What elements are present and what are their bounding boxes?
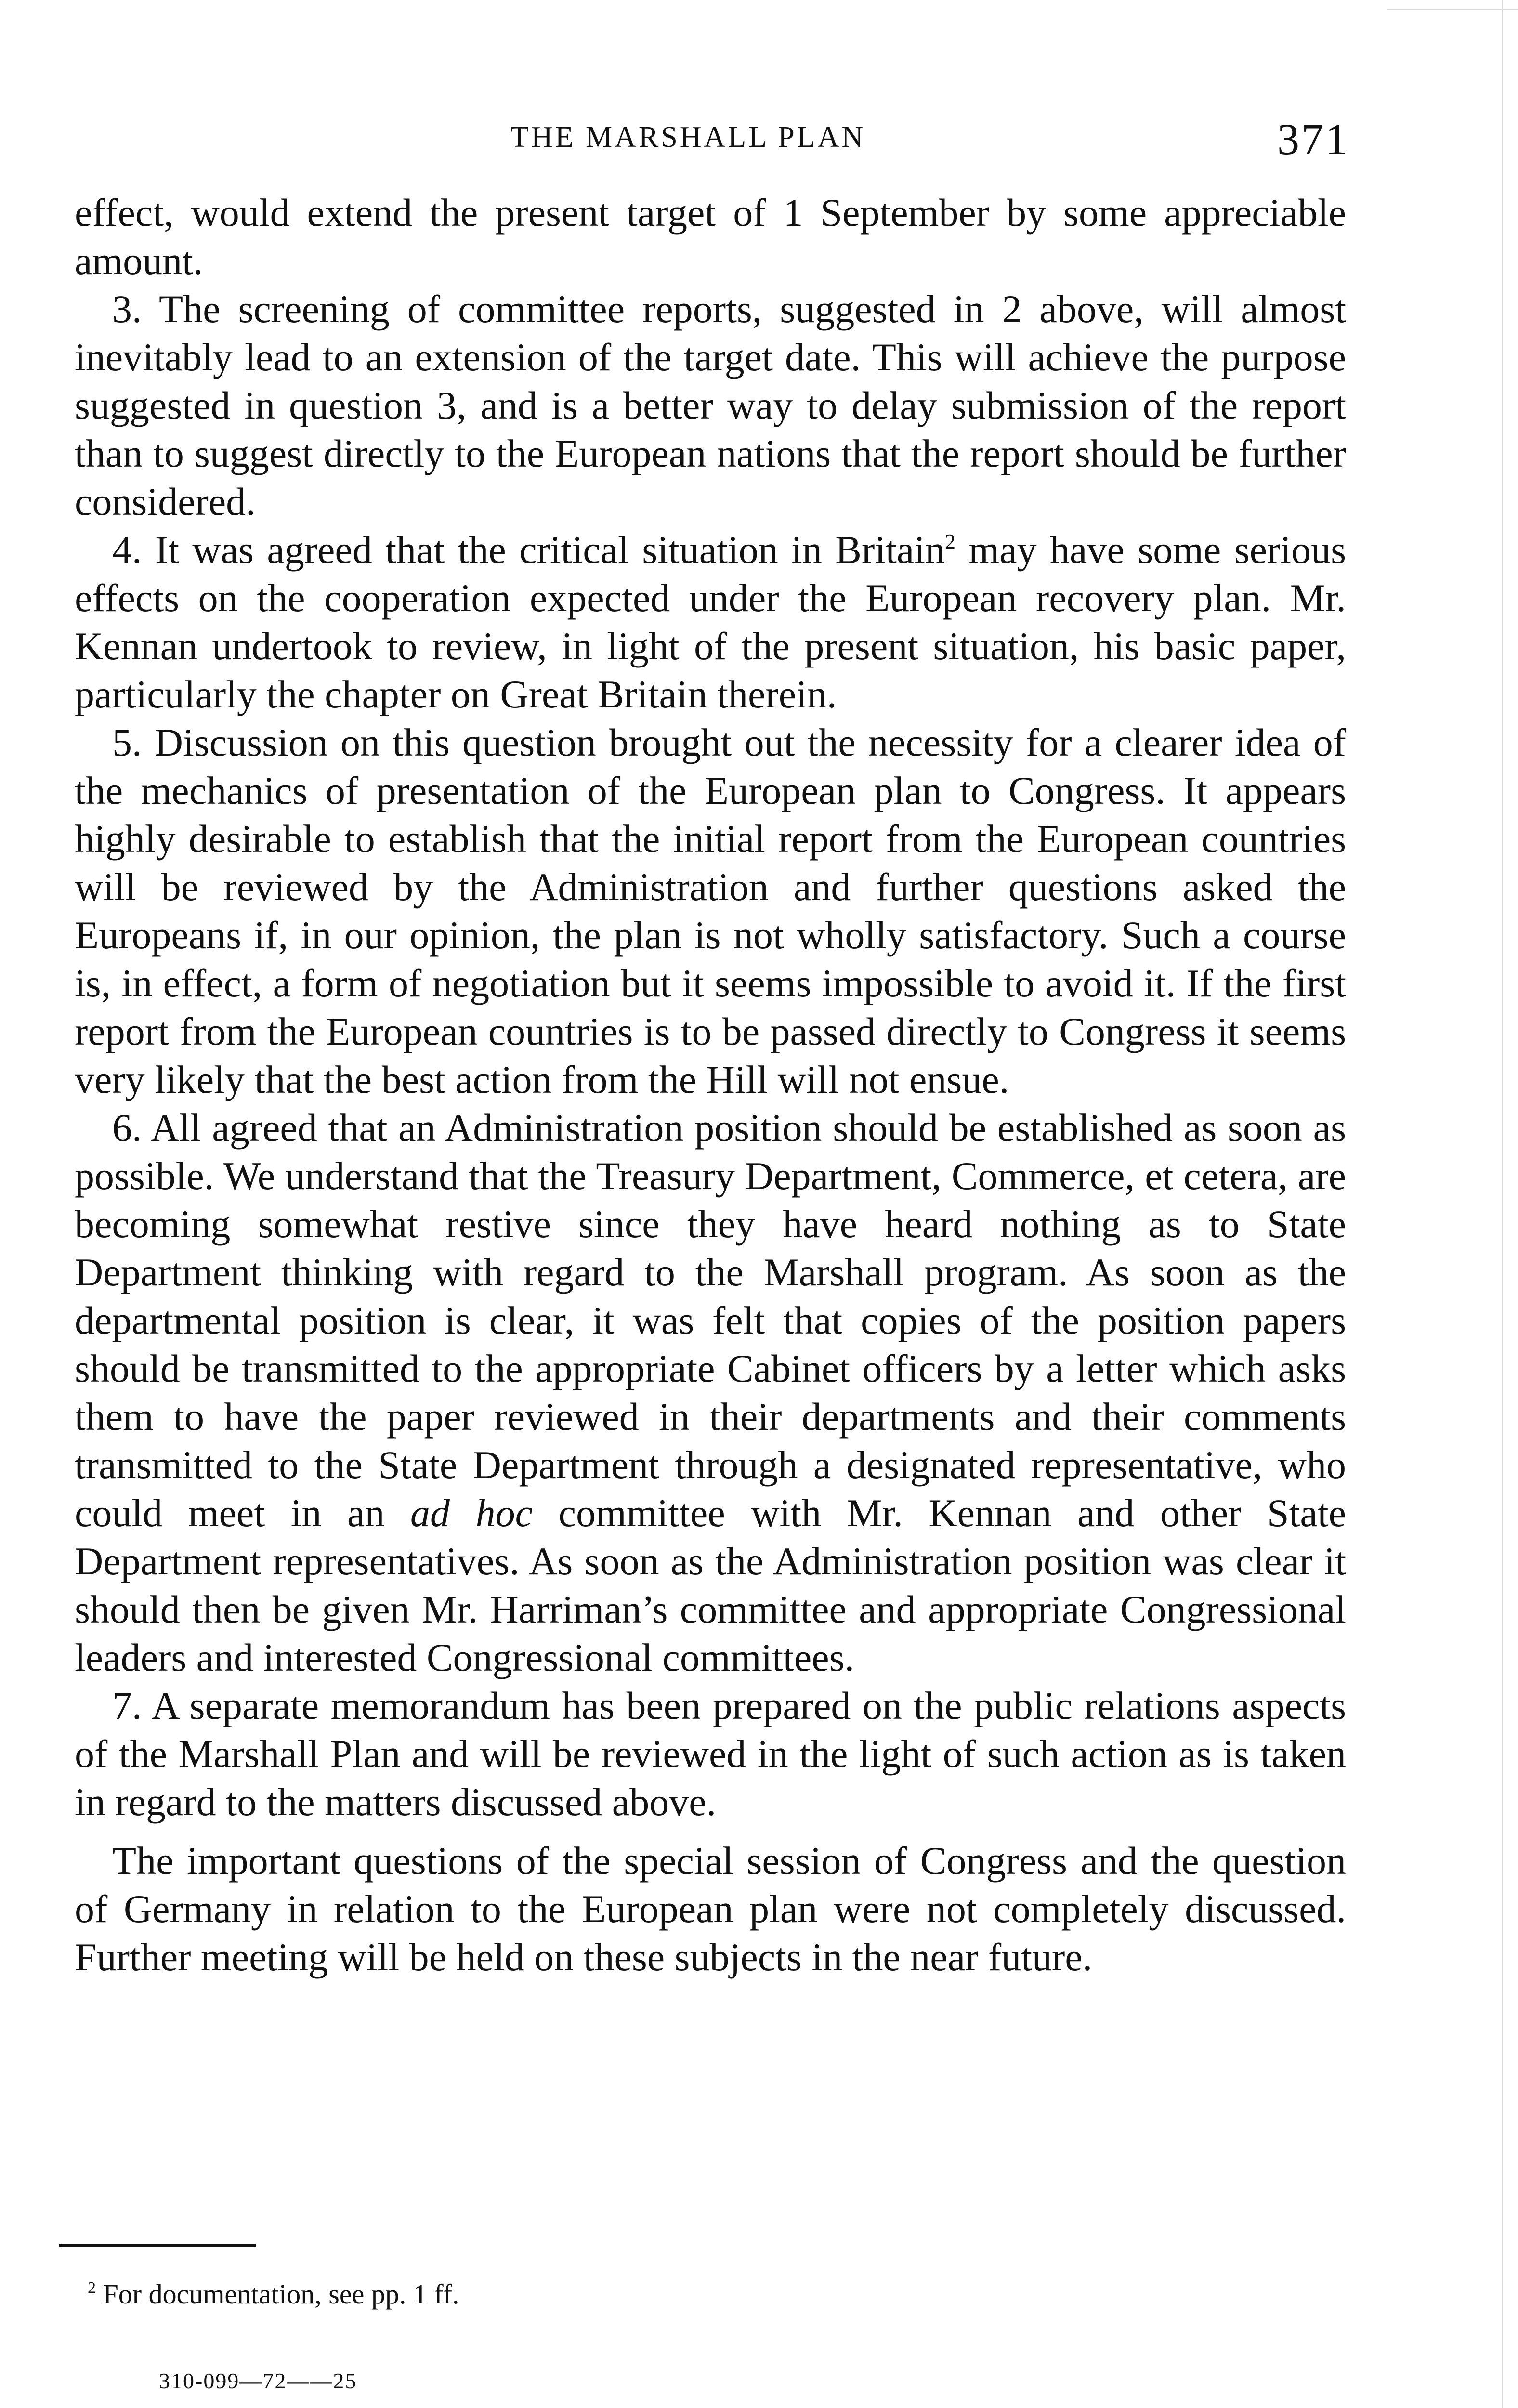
page-edge-line-top bbox=[1387, 9, 1518, 10]
paragraph-summary: The important questions of the special session of Congress and the question of Germany in relation to the European plan were not completely discussed. Further meeting will be held on these subjects in the near future. bbox=[75, 1839, 1346, 1979]
running-head: THE MARSHALL PLAN bbox=[510, 121, 866, 154]
footnote-text: For documentation, see pp. 1 ff. bbox=[103, 2278, 459, 2310]
paragraph-item-6-text-a: 6. All agreed that an Administration position should be established as soon as possible. We understand that the Treasury Department, Commerce, et cetera, are becoming somewhat restive since they have heard nothing as to State Department thinking with regard to the Marshall program. As soon as the departmental position is clear, it was felt that copies of the position papers should be transmitted to the appropriate Cabinet officers by a letter which asks them to have the paper reviewed in their departments and their comments transmitted to the State Department through a designated representative, who could meet in an bbox=[75, 1106, 1346, 1535]
printer-imprint: 310-099—72——25 bbox=[159, 2369, 357, 2393]
paragraph-item-4-text-a: 4. It was agreed that the critical situation in Britain bbox=[112, 528, 945, 572]
footnote-reference: 2 bbox=[945, 530, 955, 553]
page-number: 371 bbox=[1277, 115, 1349, 164]
paragraph-item-7: 7. A separate memorandum has been prepared on the public relations aspects of the Marshall Plan and will be reviewed in the light of such action as is taken in regard to the matters discussed above. bbox=[75, 1684, 1346, 1824]
paragraph-item-4-text-b: may have some serious effects on the cooperation expected under the European recovery plan. Mr. Kennan undertook to review, in light of the present situation, his basic paper, particularly the chapter on Great Britain therein. bbox=[75, 528, 1346, 716]
paragraph-continuation: effect, would extend the present target of 1 September by some appreciable amount. bbox=[75, 191, 1346, 283]
body-text bbox=[75, 189, 1346, 1981]
italic-ad-hoc: ad hoc bbox=[410, 1491, 533, 1535]
page-edge-line bbox=[1502, 0, 1503, 2408]
paragraph-item-3: 3. The screening of committee reports, suggested in 2 above, will almost inevitably lead to an extension of the target date. This will achieve the purpose suggested in question 3, and is a better way to delay submission of the report than to suggest directly to the European nations that the report should be further considered. bbox=[75, 287, 1346, 523]
paragraph-item-5: 5. Discussion on this question brought out the necessity for a clearer idea of the mechanics of presentation of the European plan to Congress. It appears highly desirable to establish that the initial report from the European countries will be reviewed by the Administration and further questions asked the Europeans if, in our opinion, the plan is not wholly satisfactory. Such a course is, in effect, a form of negotiation but it seems impossible to avoid it. If the first report from the European countries is to be passed directly to Congress it seems very likely that the best action from the Hill will not ensue. bbox=[75, 720, 1346, 1101]
footnote-rule bbox=[59, 2244, 256, 2247]
footnote-number: 2 bbox=[88, 2279, 96, 2297]
paragraph-item-4 bbox=[75, 526, 1346, 719]
footnote bbox=[88, 2278, 459, 2310]
paragraph-item-6-text-b: committee with Mr. Kennan and other State Department representatives. As soon as the Administration position was clear it should then be given Mr. Harriman’s committee and appropriate Congressional leaders and interested Congressional committees. bbox=[75, 1491, 1347, 1679]
paragraph-item-6 bbox=[75, 1104, 1346, 1682]
